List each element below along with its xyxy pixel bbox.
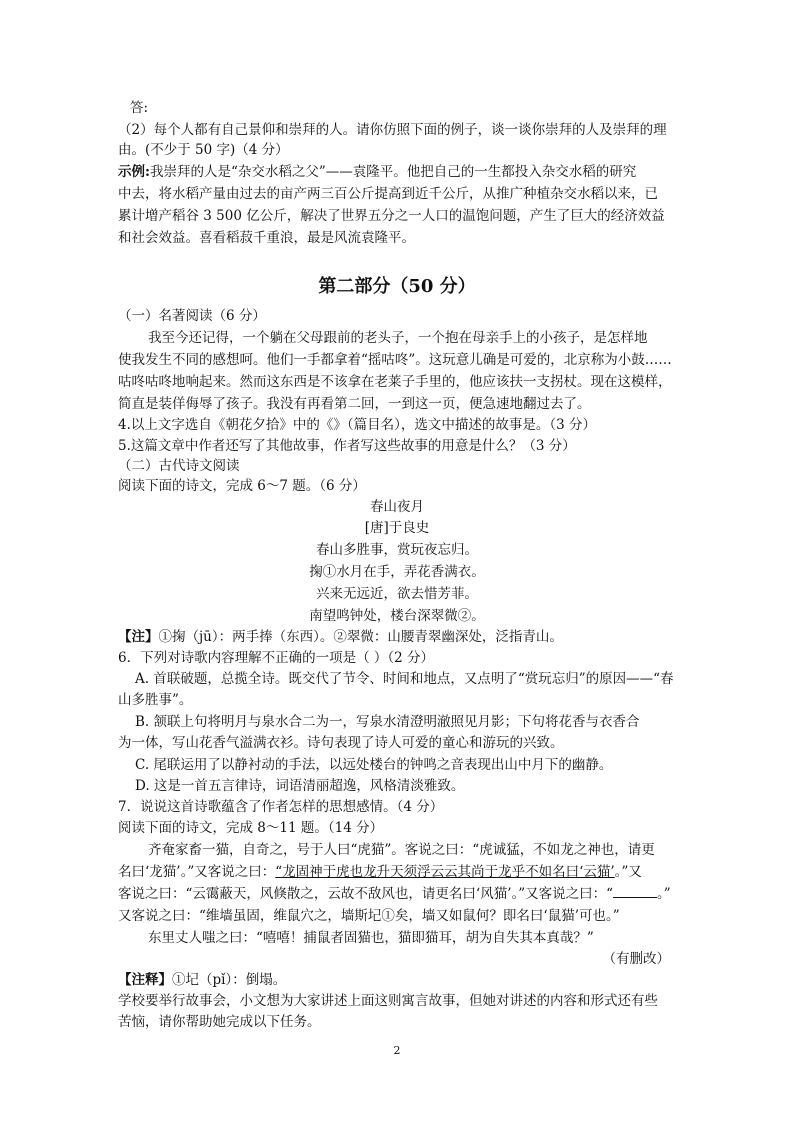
page-number: 2 [393,1044,401,1057]
underlined-sentence: “龙固神于虎也龙升天须浮云云其尚于龙乎不如名曰‘云猫’ [275,864,615,880]
example-line-1: 示例:我崇拜的人是“杂交水稻之父”——袁隆平。他把自己的一生都投入杂交水稻的研究 [118,164,637,180]
answer-blank[interactable] [613,885,657,898]
option-c: C. 尾联运用了以静衬动的手法，以远处楼台的钟鸣之音表现出山中月下的幽静。 [135,757,613,773]
poem-author: [唐]于良史 [364,520,430,536]
passage-line-1: 我至今还记得，一个躺在父母跟前的老头子，一个抱在母亲手上的小孩子，是怎样地 [148,330,648,346]
part-2-title: 第二部分（50 分） [318,276,476,297]
poem-note: 【注】①掬（jū）：两手捧（东西）。②翠微：山腰青翠幽深处，泛指青山。 [118,629,563,645]
fable-line-2: 名曰‘龙猫’。”又客说之曰：“龙固神于虎也龙升天须浮云云其尚于龙乎不如名曰‘云猫’。”又 [118,864,642,880]
passage-line-2: 使我发生不同的感想呵。他们一手都拿着“摇咕咚”。这玩意儿确是可爱的，北京称为小鼓…… [118,352,672,368]
question-7: 7．说说这首诗歌蕴含了作者怎样的思想感情。（4 分） [118,799,444,815]
fable-line-5: 东里丈人嗤之曰：“嘻嘻！捕鼠者固猫也，猫即猫耳，胡为自失其本真哉？” [148,930,594,946]
poem-title: 春山夜月 [370,499,424,515]
example-label: 示例: [118,164,150,180]
example-line-2: 中去，将水稻产量由过去的亩产两三百公斤提高到近千公斤，从推广种植杂交水稻以来，已 [118,186,658,202]
question-4: 4.以上文字选自《朝花夕拾》中的《》（篇目名），选文中描述的故事是。（3 分） [118,417,597,433]
question-2-line-2: 由。(不少于 50 字)（4 分） [118,142,289,158]
option-a-line-1: A. 首联破题，总揽全诗。既交代了节令、时间和地点，又点明了“赏玩忘归”的原因——“春 [135,671,674,687]
poem-line-4: 南望鸣钟处，楼台深翠微②。 [309,608,485,624]
question-6: 6．下列对诗歌内容理解不正确的一项是（ ）（2 分） [118,650,435,666]
question-2-line-1: （2）每个人都有自己景仰和崇拜的人。请你仿照下面的例子，谈一谈你崇拜的人及崇拜的理 [118,122,667,138]
fable-line-1: 齐奄家畜一猫，自奇之，号于人曰“虎猫”。客说之曰：“虎诚猛，不如龙之神也，请更 [148,842,655,858]
poem-line-2: 掬①水月在手，弄花香满衣。 [309,564,485,580]
section-2-heading: （二）古代诗文阅读 [118,458,240,474]
annotation-label: 【注释】 [118,972,172,988]
fable-line-3: 客说之曰：“云霭蔽天，风倏散之，云故不敌风也，请更名曰‘风猫’。”又客说之曰：“ 。” [118,886,671,902]
passage-line-4: 简直是装佯侮辱了孩子。我没有再看第二回，一到这一页，便急速地翻过去了。 [118,396,591,412]
option-a-line-2: 山多胜事”。 [118,692,193,708]
example-line-3: 累计增产稻谷 3 500 亿公斤，解决了世界五分之一人口的温饱问题，产生了巨大的经济效益 [118,208,665,224]
passage-line-3: 咕咚咕咚地响起来。然而这东西是不该拿在老莱子手里的，他应该扶一支拐杖。现在这模样， [118,374,672,390]
annotation: 【注释】①圮（pǐ）：倒塌。 [118,972,287,988]
instruction-6-7: 阅读下面的诗文，完成 6～7 题。（6 分） [118,478,366,494]
poem-line-1: 春山多胜事，赏玩夜忘归。 [316,542,478,558]
instruction-8-11: 阅读下面的诗文，完成 8～11 题。（14 分） [118,820,384,836]
task-line-2: 苦恼，请你帮助她完成以下任务。 [118,1014,321,1030]
option-b-line-1: B. 颔联上句将明月与泉水合二为一，写泉水清澄明澈照见月影；下句将花香与衣香合 [135,714,640,730]
example-line-4: 和社会效益。喜看稻菽千重浪，最是风流袁隆平。 [118,230,415,246]
section-1-heading: （一）名著阅读（6 分） [118,308,266,324]
fable-line-4: 又客说之曰：“维墙虽固，维鼠穴之，墙斯圮①矣，墙又如鼠何？即名曰‘鼠猫’可也。” [118,908,620,924]
option-b-line-2: 为一体，写山花香气溢满衣衫。诗句表现了诗人可爱的童心和游玩的兴致。 [118,735,564,751]
poem-line-3: 兴来无远近，欲去惜芳菲。 [316,586,478,602]
answer-label: 答: [130,100,149,116]
fable-source: （有删改） [602,951,670,967]
question-5: 5.这篇文章中作者还写了其他故事，作者写这些故事的用意是什么？（3 分） [118,438,576,454]
option-d: D. 这是一首五言律诗，词语清丽超逸，风格清淡雅致。 [135,778,465,794]
task-line-1: 学校要举行故事会，小文想为大家讲述上面这则寓言故事，但她对讲述的内容和形式还有些 [118,993,658,1009]
note-label: 【注】 [118,629,159,645]
